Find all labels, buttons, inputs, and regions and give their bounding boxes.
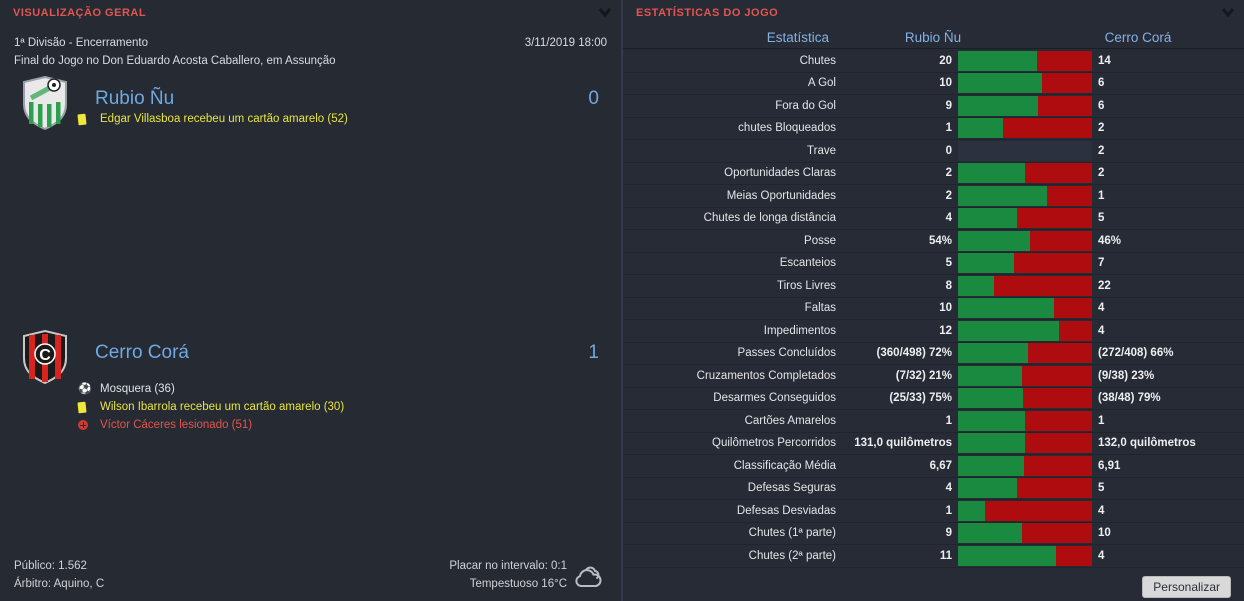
stat-away-value: (9/38) 23% [1098,369,1155,382]
bar-home-segment [958,321,1059,341]
stat-away-value: (272/408) 66% [1098,347,1174,360]
stat-home-value: 1 [945,122,952,135]
stat-comparison-bar [958,276,1092,296]
bar-away-segment [1017,478,1092,498]
stat-home-value: (7/32) 21% [895,369,952,382]
stat-home-value: 54% [928,234,952,247]
bar-away-segment [994,276,1092,296]
stat-away-value: (38/48) 79% [1098,392,1161,405]
stat-away-value: 7 [1098,257,1105,270]
stat-comparison-bar [958,253,1092,273]
competition-stage: 1ª Divisão - Encerramento [14,37,149,49]
stat-row [623,163,1244,186]
stat-home-value: 1 [945,414,952,427]
stat-comparison-bar [958,208,1092,228]
stat-away-value: 4 [1098,302,1105,315]
stats-table-body [623,50,1244,568]
bar-home-segment [958,546,1056,566]
stat-row [623,185,1244,208]
stat-comparison-bar [958,456,1092,476]
event-yellow-card [78,398,344,416]
stat-comparison-bar [958,433,1092,453]
stat-row [623,320,1244,343]
bar-away-segment [1025,163,1092,183]
away-team-badge-icon [21,330,69,384]
stat-comparison-bar [958,96,1092,116]
stat-home-value: 4 [945,482,952,495]
stat-home-value: 2 [945,189,952,202]
bar-home-segment [958,411,1025,431]
stat-label: Oportunidades Claras [724,167,836,180]
stat-row [623,523,1244,546]
stat-away-value: 1 [1098,414,1105,427]
half-time-score: Placar no intervalo: 0:1 [449,560,567,572]
bar-home-segment [958,433,1025,453]
stat-away-value: 1 [1098,189,1105,202]
bar-home-segment [958,343,1028,363]
away-team-name[interactable]: Cerro Corá [95,342,189,363]
column-header-home-team: Rubio Ñu [904,30,962,45]
stat-row [623,208,1244,231]
attendance: Público: 1.562 [14,560,87,572]
stat-comparison-bar [958,141,1092,161]
yellow-card-icon [78,402,100,413]
stat-comparison-bar [958,163,1092,183]
stat-away-value: 2 [1098,122,1105,135]
bar-home-segment [958,253,1014,273]
stat-home-value: 10 [939,77,952,90]
stat-row [623,388,1244,411]
stat-home-value: 8 [945,279,952,292]
stat-row [623,478,1244,501]
stat-home-value: 11 [939,549,952,562]
bar-home-segment [958,276,994,296]
stat-away-value: 6,91 [1098,459,1121,472]
bar-home-segment [958,501,985,521]
referee: Árbitro: Aquino, C [14,578,105,590]
stat-row [623,500,1244,523]
bar-away-segment [1056,546,1092,566]
bar-home-segment [958,96,1038,116]
stat-comparison-bar [958,298,1092,318]
personalize-button[interactable]: Personalizar [1142,576,1231,598]
overview-panel [0,0,621,601]
event-text: Wilson Ibarrola recebeu um cartão amarelo (30) [100,401,345,413]
stat-label: Defesas Desviadas [736,504,836,517]
bar-home-segment [958,523,1022,543]
stat-home-value: 4 [945,212,952,225]
stat-home-value: 2 [945,167,952,180]
bar-home-segment [958,388,1023,408]
stat-comparison-bar [958,523,1092,543]
bar-away-segment [1017,208,1092,228]
stat-away-value: 46% [1098,234,1122,247]
weather-text: Tempestuoso 16°C [469,578,567,590]
stat-away-value: 6 [1098,99,1105,112]
home-team-name[interactable]: Rubio Ñu [95,88,175,109]
bar-away-segment [1038,96,1092,116]
match-footer-left [14,557,104,593]
event-yellow-card [78,110,348,128]
stats-panel-title: ESTATÍSTICAS DO JOGO [636,7,779,19]
stat-row [623,230,1244,253]
event-text: Víctor Cáceres lesionado (51) [100,419,253,431]
bar-away-segment [1022,366,1092,386]
bar-away-segment [1014,253,1092,273]
bar-away-segment [1022,523,1092,543]
stat-label: Passes Concluídos [737,347,836,360]
stat-label: Meias Oportunidades [726,189,836,202]
bar-home-segment [958,366,1022,386]
goal-icon: ⚽ [78,382,92,395]
bar-away-segment [1025,433,1092,453]
stat-row [623,433,1244,456]
stat-label: A Gol [807,77,836,90]
event-text: Mosquera (36) [100,383,175,395]
stat-label: Classificação Média [733,459,836,472]
bar-away-segment [1003,118,1092,138]
stat-away-value: 2 [1098,144,1105,157]
stat-home-value: 1 [945,504,952,517]
stat-label: Chutes (1ª parte) [748,527,836,540]
stat-home-value: 9 [945,527,952,540]
event-text: Edgar Villasboa recebeu um cartão amarelo (52) [100,113,348,125]
stat-comparison-bar [958,231,1092,251]
stat-comparison-bar [958,388,1092,408]
stat-row [623,118,1244,141]
stat-home-value: 6,67 [929,459,952,472]
stat-row [623,73,1244,96]
overview-collapse-chevron-down-icon[interactable] [597,4,613,20]
bar-away-segment [1037,51,1092,71]
stat-row [623,410,1244,433]
bar-away-segment [1023,388,1092,408]
bar-home-segment [958,118,1003,138]
bar-home-segment [958,163,1025,183]
stat-row [623,95,1244,118]
stat-label: Faltas [804,302,836,315]
stat-label: Chutes (2ª parte) [748,549,836,562]
event-goal [78,380,344,398]
stat-row [623,298,1244,321]
stat-label: Cruzamentos Completados [696,369,836,382]
bar-away-segment [985,501,1092,521]
injury-icon [78,420,100,430]
away-team-score: 1 [588,342,599,363]
stat-label: chutes Bloqueados [738,122,836,135]
bar-home-segment [958,231,1030,251]
match-info [14,37,607,67]
stat-label: Trave [807,144,836,157]
stat-label: Chutes de longa distância [703,212,836,225]
home-team-score: 0 [588,88,599,109]
bar-away-segment [1030,231,1092,251]
stat-comparison-bar [958,478,1092,498]
stat-home-value: 131,0 quilômetros [854,437,952,450]
stat-label: Tiros Livres [777,279,836,292]
stat-label: Chutes [799,54,836,67]
match-stats-panel [623,0,1244,601]
column-header-away-team: Cerro Corá [1104,30,1172,45]
match-datetime: 3/11/2019 18:00 [524,37,607,49]
stat-row [623,140,1244,163]
stat-away-value: 4 [1098,504,1105,517]
stat-comparison-bar [958,73,1092,93]
bar-away-segment [1054,298,1092,318]
stat-row [623,253,1244,276]
bar-away-segment [1059,321,1093,341]
stat-label: Posse [804,234,836,247]
stat-comparison-bar [958,366,1092,386]
stat-label: Escanteios [779,257,836,270]
stat-away-value: 5 [1098,482,1105,495]
stat-away-value: 22 [1098,279,1111,292]
home-team-block [0,76,621,136]
bar-away-segment [1028,343,1092,363]
stats-table-header [623,30,1244,49]
stat-label: Desarmes Conseguidos [713,392,836,405]
column-header-stat: Estatística [766,30,829,45]
stat-row [623,343,1244,366]
stat-home-value: 0 [945,144,952,157]
bar-away-segment [1025,411,1092,431]
stat-row [623,275,1244,298]
bar-home-segment [958,298,1054,318]
bar-home-segment [958,186,1047,206]
stat-home-value: 5 [945,257,952,270]
stat-label: Defesas Seguras [747,482,836,495]
stat-label: Cartões Amarelos [744,414,836,427]
stat-home-value: 10 [939,302,952,315]
stat-home-value: (360/498) 72% [876,347,952,360]
stat-home-value: 20 [939,54,952,67]
venue-line: Final do Jogo no Don Eduardo Acosta Caballero, em Assunção [14,55,336,67]
overview-panel-title: VISUALIZAÇÃO GERAL [13,7,147,19]
stat-comparison-bar [958,186,1092,206]
stat-row [623,455,1244,478]
event-injury [78,416,344,434]
stat-away-value: 4 [1098,549,1105,562]
stat-label: Fora do Gol [775,99,836,112]
stat-home-value: (25/33) 75% [889,392,952,405]
stat-row [623,545,1244,568]
bar-home-segment [958,73,1042,93]
stat-label: Impedimentos [763,324,836,337]
stat-row [623,365,1244,388]
home-team-badge-icon [21,76,69,130]
svg-text:C: C [39,347,51,364]
stat-away-value: 132,0 quilômetros [1098,437,1196,450]
stat-comparison-bar [958,411,1092,431]
bar-home-segment [958,51,1037,71]
bar-away-segment [1047,186,1092,206]
stat-away-value: 14 [1098,54,1111,67]
stat-away-value: 6 [1098,77,1105,90]
stat-comparison-bar [958,546,1092,566]
stat-row [623,50,1244,73]
stat-comparison-bar [958,321,1092,341]
bar-home-segment [958,208,1017,228]
away-team-events [78,380,344,434]
bar-home-segment [958,478,1017,498]
stat-home-value: 12 [939,324,952,337]
stat-away-value: 2 [1098,167,1105,180]
match-footer-right [449,557,607,593]
storm-cloud-icon [573,561,607,591]
stat-comparison-bar [958,501,1092,521]
stat-away-value: 5 [1098,212,1105,225]
stat-comparison-bar [958,343,1092,363]
stat-comparison-bar [958,51,1092,71]
stat-comparison-bar [958,118,1092,138]
bar-away-segment [1024,456,1092,476]
stat-away-value: 4 [1098,324,1105,337]
stat-home-value: 9 [945,99,952,112]
stat-away-value: 10 [1098,527,1111,540]
yellow-card-icon [78,114,100,125]
stat-label: Quilômetros Percorridos [712,437,836,450]
away-team-block [0,330,621,440]
bar-away-segment [1042,73,1092,93]
bar-home-segment [958,456,1024,476]
stats-collapse-chevron-down-icon[interactable] [1220,4,1236,20]
home-team-events [78,110,348,128]
